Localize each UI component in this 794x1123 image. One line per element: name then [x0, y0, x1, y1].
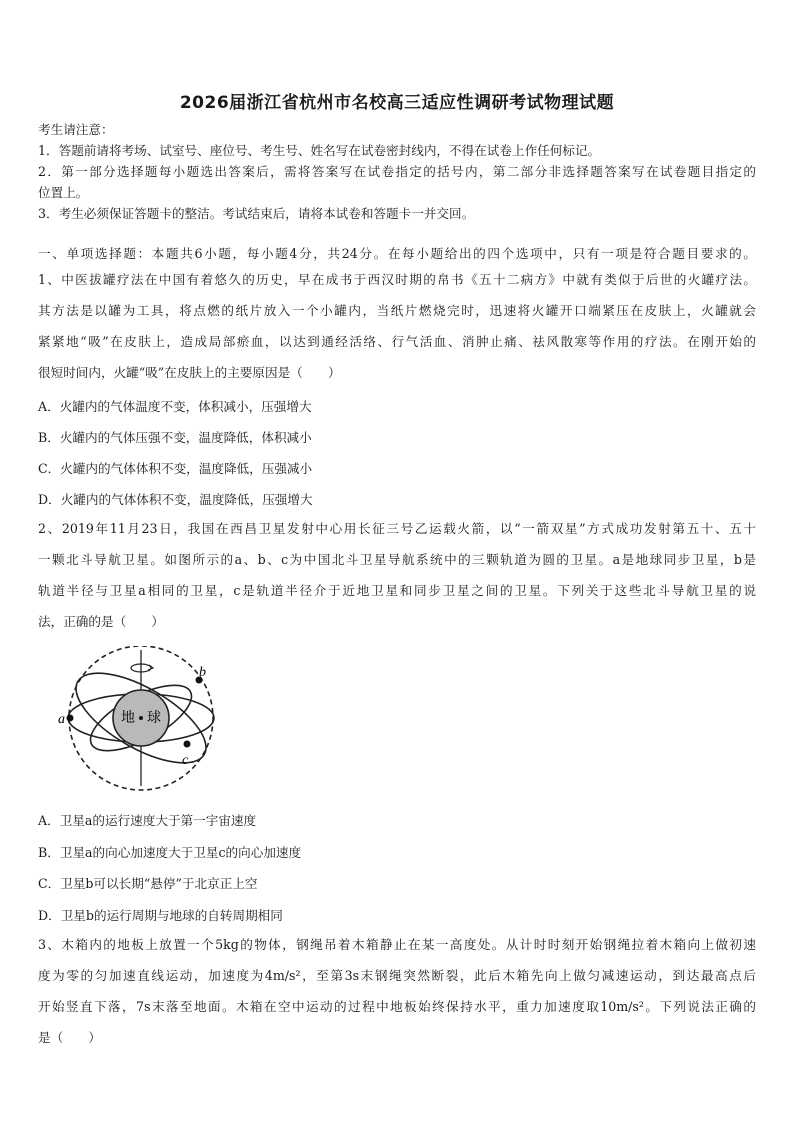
question-3-line: 开始竖直下落，7s末落至地面。木箱在空中运动的过程中地板始终保持水平，重力加速度取10m/s²。下列说法正确的 [38, 999, 756, 1014]
question-2-line: 法，正确的是（ ） [38, 614, 164, 629]
page-title: 2026届浙江省杭州市名校高三适应性调研考试物理试题 [179, 93, 615, 113]
satellite-orbit-figure [56, 646, 226, 796]
earth-label-right: 球 [147, 710, 161, 726]
satellite-b-label: b [199, 665, 206, 680]
notice-heading: 考生请注意： [38, 122, 114, 137]
question-1-line: 紧紧地“吸”在皮肤上，造成局部瘀血，以达到通经活络、行气活血、消肿止痛、祛风散寒等作用的疗法。在刚开始的 [38, 334, 756, 349]
question-2-option-b: B．卫星a的向心加速度大于卫星c的向心加速度 [38, 845, 302, 860]
question-1-line: 很短时间内，火罐“吸”在皮肤上的主要原因是（ ） [38, 365, 341, 380]
notice-item: 位置上。 [38, 185, 89, 200]
notice-item: 3．考生必须保证答题卡的整洁。考试结束后，请将本试卷和答题卡一并交回。 [38, 206, 475, 221]
question-2-option-a: A．卫星a的运行速度大于第一宇宙速度 [38, 813, 257, 828]
question-2-line: 轨道半径与卫星a相同的卫星，c是轨道半径介于近地卫星和同步卫星之间的卫星。下列关于这些北斗导航卫星的说 [38, 583, 756, 598]
question-3-line: 3、木箱内的地板上放置一个5kg的物体，钢绳吊着木箱静止在某一高度处。从计时时刻开始钢绳拉着木箱向上做初速 [38, 937, 756, 952]
notice-item: 2．第一部分选择题每小题选出答案后，需将答案写在试卷指定的括号内，第二部分非选择题答案写在试卷题目指定的 [38, 164, 756, 179]
question-2-option-c: C．卫星b可以长期“悬停”于北京正上空 [38, 876, 258, 891]
question-2-line: 一颗北斗导航卫星。如图所示的a、b、c为中国北斗卫星导航系统中的三颗轨道为圆的卫星。a是地球同步卫星，b是 [38, 552, 756, 567]
question-1-option-d: D．火罐内的气体体积不变，温度降低，压强增大 [38, 492, 313, 507]
earth-center [139, 716, 143, 720]
question-2-line: 2、2019年11月23日，我国在西昌卫星发射中心用长征三号乙运载火箭，以“一箭双星”方式成功发射第五十、五十 [38, 521, 756, 536]
question-3-line: 度为零的匀加速直线运动，加速度为4m/s²，至第3s末钢绳突然断裂，此后木箱先向上做匀减速运动，到达最高点后 [38, 968, 756, 983]
question-3-line: 是（ ） [38, 1030, 101, 1045]
question-1-line: 1、中医拔罐疗法在中国有着悠久的历史，早在成书于西汉时期的帛书《五十二病方》中就有类似于后世的火罐疗法。 [38, 272, 756, 287]
question-1-option-b: B．火罐内的气体压强不变，温度降低，体积减小 [38, 430, 312, 445]
satellite-c-label: c [182, 753, 189, 768]
notice-item: 1．答题前请将考场、试室号、座位号、考生号、姓名写在试卷密封线内，不得在试卷上作任何标记。 [38, 143, 601, 158]
orbit-diagram [56, 646, 226, 796]
satellite-a [67, 715, 74, 722]
satellite-a-label: a [58, 712, 65, 727]
question-1-option-a: A．火罐内的气体温度不变，体积减小，压强增大 [38, 399, 312, 414]
question-1-line: 其方法是以罐为工具，将点燃的纸片放入一个小罐内，当纸片燃烧完时，迅速将火罐开口端紧压在皮肤上，火罐就会 [38, 303, 756, 318]
satellite-c [184, 741, 191, 748]
earth-label-left: 地 [121, 710, 135, 726]
question-1-option-c: C．火罐内的气体体积不变，温度降低，压强减小 [38, 461, 313, 476]
section-header: 一、单项选择题：本题共6小题，每小题4分，共24分。在每小题给出的四个选项中，只有一项是符合题目要求的。 [38, 246, 756, 261]
question-2-option-d: D．卫星b的运行周期与地球的自转周期相同 [38, 908, 283, 923]
